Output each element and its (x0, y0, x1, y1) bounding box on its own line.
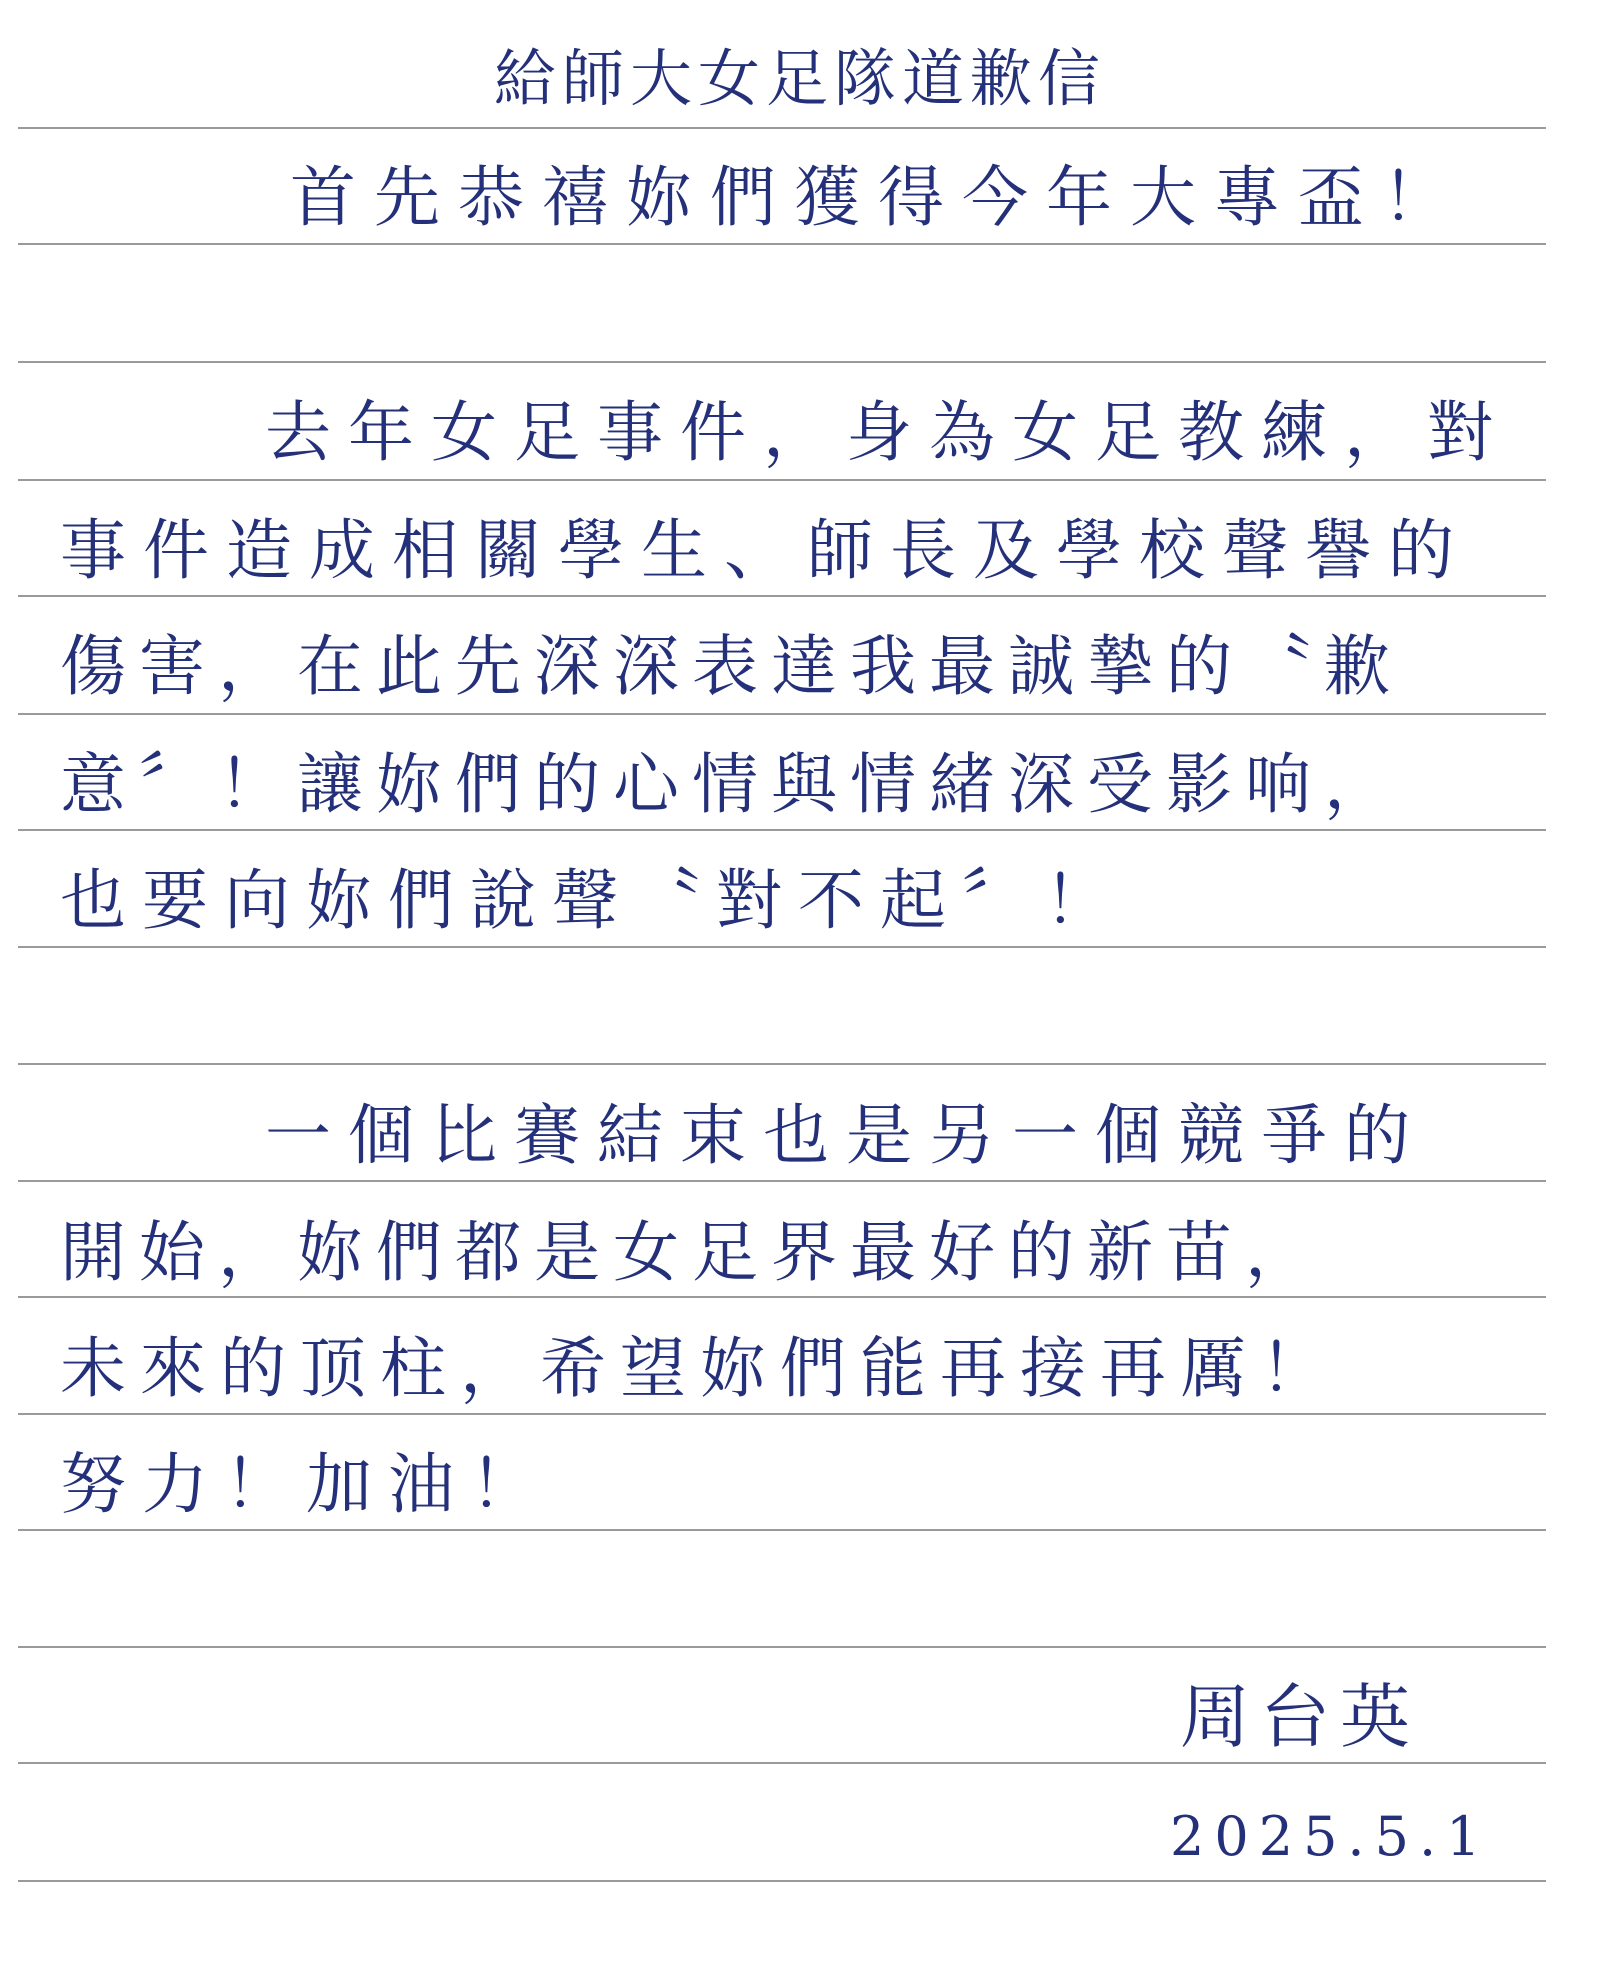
paragraph2-line: 努力！加油！ (60, 1446, 552, 1523)
paragraph1-line: 傷害，在此先深深表達我最誠摯的〝歉 (60, 628, 1403, 705)
paragraph2-line: 開始，妳們都是女足界最好的新苗， (60, 1214, 1324, 1291)
ruled-line (18, 1529, 1546, 1531)
ruled-line (18, 1880, 1546, 1882)
letter-date: 2025.5.1 (1170, 1805, 1491, 1868)
signature: 周台英 (1180, 1676, 1420, 1758)
ruled-line (18, 1063, 1546, 1065)
greeting-line: 首先恭禧妳們獲得今年大專盃！ (290, 159, 1466, 236)
ruled-line (18, 1762, 1546, 1764)
ruled-line (18, 479, 1546, 481)
paragraph1-line: 去年女足事件，身為女足教練，對 (265, 394, 1510, 471)
paragraph2-line: 未來的顶柱，希望妳們能再接再厲！ (60, 1330, 1340, 1407)
paragraph2-line: 一個比賽結束也是另一個競爭的 (265, 1097, 1427, 1174)
ruled-line (18, 829, 1546, 831)
paragraph1-line: 也要向妳們說聲〝對不起〞！ (60, 862, 1126, 939)
ruled-line (18, 946, 1546, 948)
ruled-line (18, 595, 1546, 597)
paragraph1-line: 事件造成相關學生、師長及學校聲譽的 (60, 512, 1471, 589)
ruled-line (18, 1413, 1546, 1415)
ruled-line (18, 1296, 1546, 1298)
ruled-line (18, 361, 1546, 363)
ruled-line (18, 243, 1546, 245)
letter-title: 給師大女足隊道歉信 (493, 42, 1106, 115)
ruled-line (18, 1180, 1546, 1182)
ruled-line (18, 1646, 1546, 1648)
paragraph1-line: 意〞！讓妳們的心情與情緒深受影响， (60, 746, 1403, 823)
ruled-line (18, 713, 1546, 715)
ruled-line (18, 127, 1546, 129)
